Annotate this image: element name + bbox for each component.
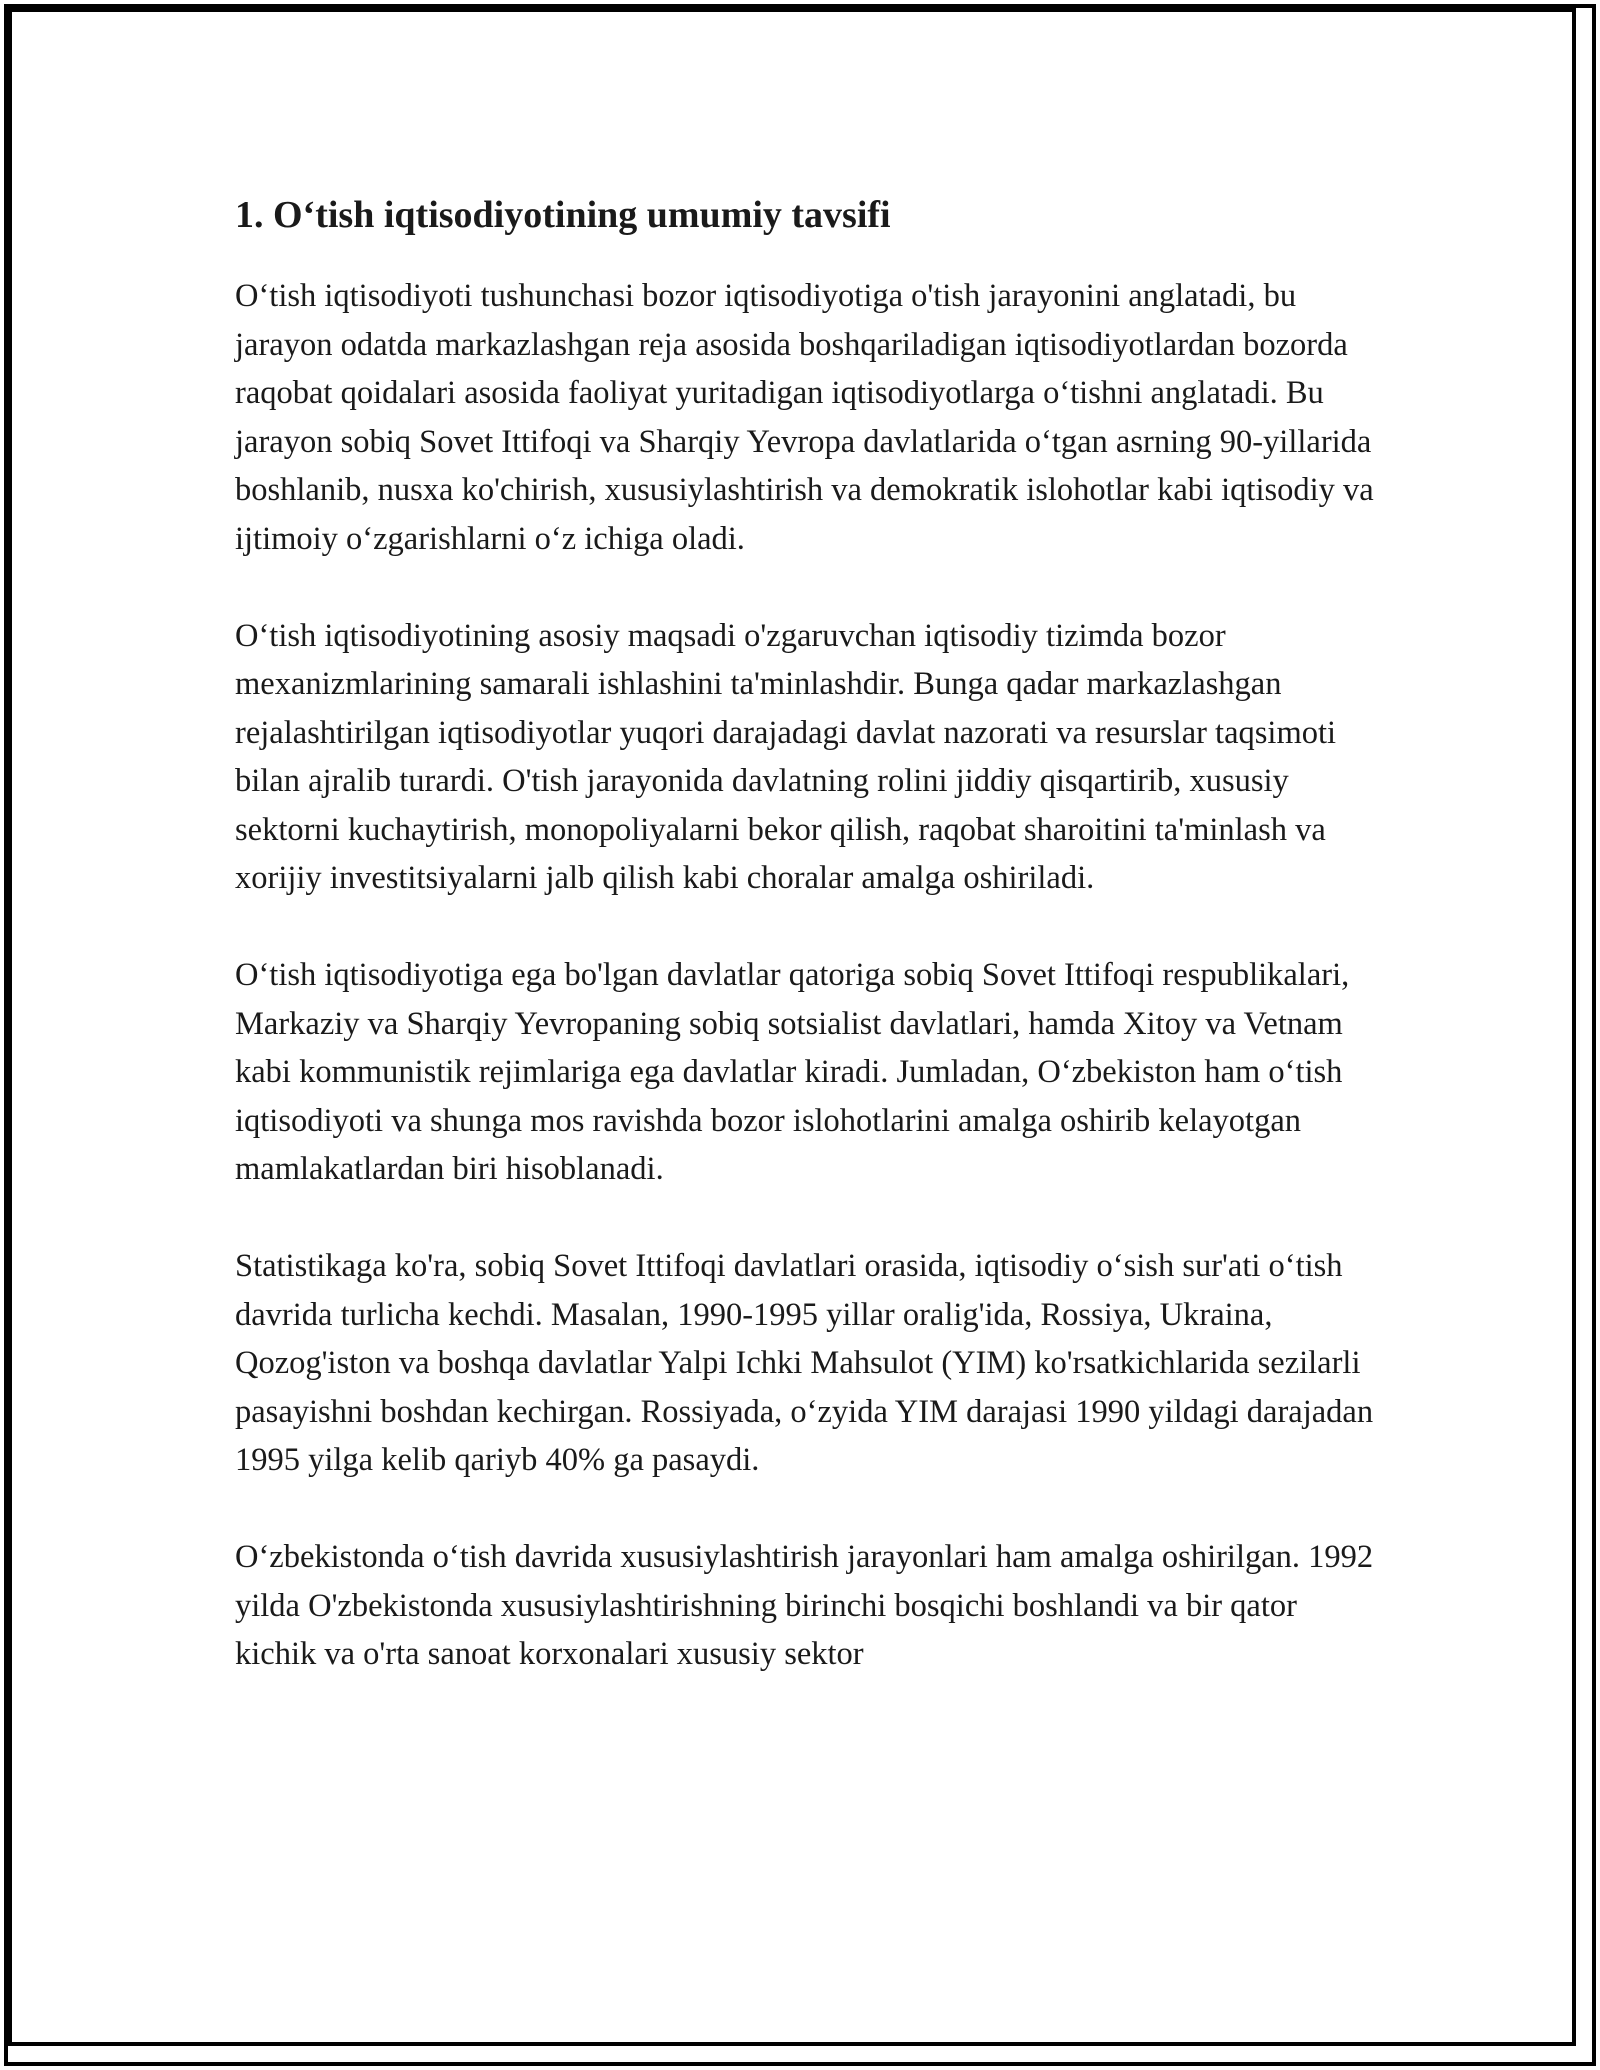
section-heading: 1. O‘tish iqtisodiyotining umumiy tavsifi [235, 194, 891, 236]
paragraph-3: O‘tish iqtisodiyotiga ega bo'lgan davlatlar qatoriga sobiq Sovet Ittifoqi respublikalari, Markaziy va Sharqiy Yevropaning sobiq sotsialist davlatlari, hamda Xitoy va Vetnam kabi kommunistik rejimlariga ega davlatlar kiradi. Jumladan, O‘zbekiston ham o‘tish iqtisodiyoti va shunga mos ravishda bozor islohotlarini amalga oshirib kelayotgan mamlakatlardan biri hisoblanadi. [235, 957, 1350, 1187]
paragraph-4: Statistikaga ko'ra, sobiq Sovet Ittifoqi davlatlari orasida, iqtisodiy o‘sish sur'ati o‘tish davrida turlicha kechdi. Masalan, 1990-1995 yillar oralig'ida, Rossiya, Ukraina, Qozog'iston va boshqa davlatlar Yalpi Ichki Mahsulot (YIM) ko'rsatkichlarida sezilarli pasayishni boshdan kechirgan. Rossiyada, o‘zyida YIM darajasi 1990 yildagi darajadan 1995 yilga kelib qariyb 40% ga pasaydi. [235, 1248, 1374, 1478]
paragraph-1: O‘tish iqtisodiyoti tushunchasi bozor iqtisodiyotiga o'tish jarayonini anglatadi, bu jarayon odatda markazlashgan reja asosida boshqariladigan iqtisodiyotlardan bozorda raqobat qoidalari asosida faoliyat yuritadigan iqtisodiyotlarga o‘tishni anglatadi. Bu jarayon sobiq Sovet Ittifoqi va Sharqiy Yevropa davlatlarida o‘tgan asrning 90-yillarida boshlanib, nusxa ko'chirish, xususiylashtirish va demokratik islohotlar kabi iqtisodiy va ijtimoiy o‘zgarishlarni o‘z ichiga oladi. [235, 278, 1374, 557]
document-body [235, 186, 1385, 1727]
paragraph-5: O‘zbekistonda o‘tish davrida xususiylashtirish jarayonlari ham amalga oshirilgan. 1992 yilda O'zbekistonda xususiylashtirishning birinchi bosqichi boshlandi va bir qator kichik va o'rta sanoat korxonalari xususiy sektor [235, 1539, 1374, 1672]
paragraph-2: O‘tish iqtisodiyotining asosiy maqsadi o'zgaruvchan iqtisodiy tizimda bozor mexanizmlarining samarali ishlashini ta'minlashdir. Bunga qadar markazlashgan rejalashtirilgan iqtisodiyotlar yuqori darajadagi davlat nazorati va resurslar taqsimoti bilan ajralib turardi. O'tish jarayonida davlatning rolini jiddiy qisqartirib, xususiy sektorni kuchaytirish, monopoliyalarni bekor qilish, raqobat sharoitini ta'minlash va xorijiy investitsiyalarni jalb qilish kabi choralar amalga oshiriladi. [235, 617, 1337, 896]
